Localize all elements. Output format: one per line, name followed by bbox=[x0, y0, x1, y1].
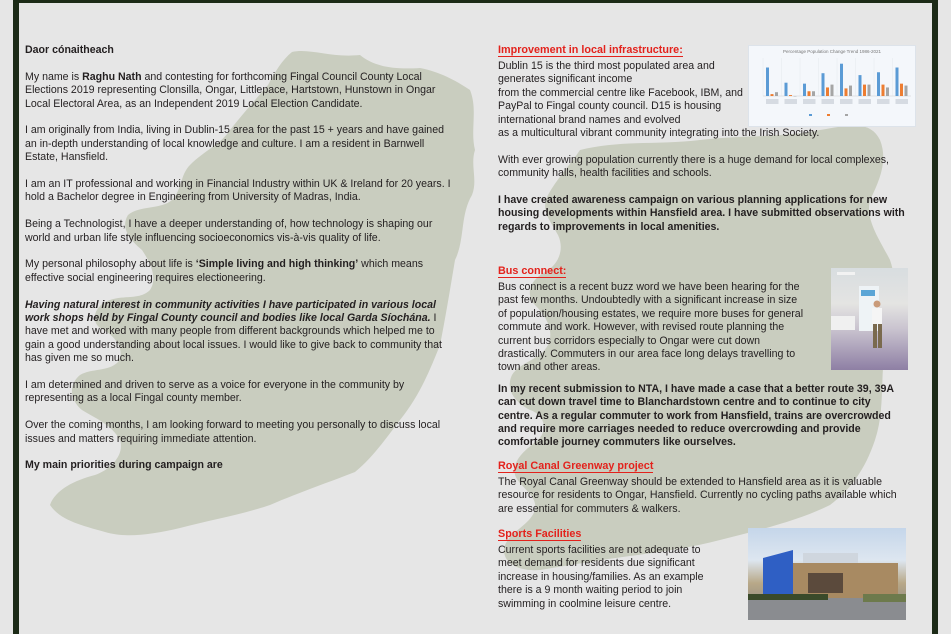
chart-bar bbox=[789, 95, 792, 96]
community-paragraph bbox=[25, 299, 455, 366]
chart-bar bbox=[822, 73, 825, 96]
frame-border-left bbox=[13, 0, 19, 634]
bus-connect-p2: In my recent submission to NTA, I have made a case that a better route 39, 39A can cut down travel time to Blanchardstown centre and to continue to city centre. As a regular commuter to work from Hansfield, trains are overcrowded and require more carriages needed to reduce overcrowding and provide comfortable journey commuters like ourselves. bbox=[498, 382, 894, 449]
sports-p1: Current sports facilities are not adequate to meet demand for residents due significant increase in housing/families. As an example there is a 9 month waiting period to join swimming in coolmine leisure centre. bbox=[498, 544, 704, 610]
intro-paragraph bbox=[25, 71, 455, 111]
chart-bar bbox=[896, 68, 899, 97]
chart-bar bbox=[905, 86, 908, 96]
left-column bbox=[25, 44, 455, 473]
infrastructure-p4: With ever growing population currently there is a huge demand for local complexes, community halls, health facilities and schools. bbox=[498, 153, 889, 180]
philosophy-quote: ‘Simple living and high thinking’ bbox=[195, 258, 359, 271]
chart-legend-swatch bbox=[845, 114, 848, 116]
speaker-figure-icon bbox=[831, 268, 908, 370]
chart-bar bbox=[803, 84, 806, 96]
population-chart bbox=[749, 46, 915, 126]
origin-paragraph: I am originally from India, living in Dublin-15 area for the past 15 + years and have gained an in-depth understanding of local knowledge and culture. I am a resident in Barnwell Estate, Hansfield. bbox=[25, 124, 444, 164]
chart-bar bbox=[849, 86, 852, 96]
chart-bar bbox=[882, 85, 885, 96]
chart-legend-swatch bbox=[827, 114, 830, 116]
candidate-name: Raghu Nath bbox=[82, 70, 142, 83]
philosophy-paragraph bbox=[25, 258, 455, 285]
chart-bar bbox=[868, 85, 871, 96]
bus-connect-p1: Bus connect is a recent buzz word we have been hearing for the past few months. Undoubtedly with a significant increase in size of population/housing estates, we require more buses for general commute and work. However, with revised route planning the current bus corridors especially to Ongar were cut down drastically. Commuters in our area face long delays travelling to town and other areas. bbox=[498, 281, 804, 374]
community-emphasis: Having natural interest in community activities I have participated in various local work shops held by Fingal County council and bodies like local Garda Síochána. bbox=[25, 298, 436, 325]
meeting-paragraph: Over the coming months, I am looking forward to meeting you personally to discuss local issues and matters requiring immediate attention. bbox=[25, 419, 441, 445]
chart-tick-label bbox=[803, 99, 816, 104]
intro-text: My name is bbox=[25, 70, 83, 83]
chart-legend-swatch bbox=[809, 114, 812, 116]
chart-bar bbox=[812, 91, 815, 96]
chart-tick-label bbox=[840, 99, 853, 104]
chart-bar bbox=[859, 75, 862, 96]
chart-bar bbox=[826, 87, 829, 96]
infrastructure-p2: from the commercial centre like Facebook, IBM, and PayPal to Fingal county council. D15 is housing international brand names and evolved bbox=[498, 86, 743, 126]
chart-bar bbox=[863, 85, 866, 96]
priorities-heading: My main priorities during campaign are bbox=[25, 459, 223, 472]
philosophy-text: My personal philosophy about life is bbox=[25, 258, 196, 271]
profession-paragraph: I am an IT professional and working in Financial Industry within UK & Ireland for 20 years. I hold a Bachelor degree in Engineering from University of Madras, India. bbox=[25, 178, 451, 204]
chart-tick-label bbox=[785, 99, 798, 104]
leisure-centre-photo bbox=[748, 528, 906, 620]
philosophy-text-rest: which means effective social engineering requires electioneering. bbox=[25, 258, 424, 284]
chart-bar bbox=[845, 88, 848, 96]
infrastructure-p1: Dublin 15 is the third most populated area and generates significant income bbox=[498, 60, 715, 86]
greenway-p1: The Royal Canal Greenway should be extended to Hansfield area as it is valuable resource for residents to Ongar, Hansfield. Currently no cycling paths available which are essential for commuters & walkers. bbox=[498, 476, 897, 515]
frame-border-top bbox=[13, 0, 938, 3]
chart-tick-label bbox=[859, 99, 872, 104]
chart-bar bbox=[785, 83, 788, 96]
chart-bar bbox=[771, 94, 774, 96]
chart-tick-label bbox=[896, 99, 909, 104]
greenway-heading: Royal Canal Greenway project bbox=[498, 460, 654, 472]
chart-tick-label bbox=[877, 99, 890, 104]
infrastructure-p5: I have created awareness campaign on various planning applications for new housing developments within Hansfield area. I have submitted observations with regards to improvements in local amenities. bbox=[498, 194, 905, 233]
greenway-section bbox=[498, 460, 908, 516]
chart-bar bbox=[840, 64, 843, 96]
chart-bar bbox=[775, 92, 778, 96]
chart-title: Percentage Population Change Trend 1986-2021 bbox=[782, 49, 882, 54]
chart-tick-label bbox=[766, 99, 779, 104]
chart-bar bbox=[886, 87, 889, 96]
bus-connect-heading: Bus connect: bbox=[498, 265, 567, 277]
chart-bar bbox=[831, 85, 834, 96]
candidate-photo bbox=[831, 268, 908, 370]
infrastructure-heading: Improvement in local infrastructure: bbox=[498, 44, 683, 56]
chart-tick-label bbox=[822, 99, 835, 104]
chart-bar bbox=[766, 68, 769, 97]
chart-bar bbox=[900, 84, 903, 96]
chart-bar bbox=[808, 91, 811, 96]
community-text: I have met and worked with many people from different backgrounds which helped me to gain a good understanding about local issues. I would like to give back to community that has given me so much. bbox=[25, 312, 442, 365]
building-icon bbox=[748, 528, 906, 620]
technologist-paragraph: Being a Technologist, I have a deeper understanding of, how technology is shaping our world and urban life style influencing socioeconomics vis-à-vis quality of life. bbox=[25, 218, 433, 244]
sports-heading: Sports Facilities bbox=[498, 528, 582, 540]
chart-bar bbox=[877, 72, 880, 96]
infrastructure-p3: as a multicultural vibrant community integrating into the Irish Society. bbox=[498, 127, 820, 140]
determined-paragraph: I am determined and driven to serve as a voice for everyone in the community by representing as a local Fingal county member. bbox=[25, 379, 405, 405]
population-chart-image bbox=[748, 45, 916, 127]
greeting: Daor cónaitheach bbox=[25, 44, 114, 56]
frame-border-right bbox=[932, 0, 938, 634]
intro-text-rest: and contesting for forthcoming Fingal Council County Local Elections 2019 representing Clonsilla, Ongar, Littlepace, Hartstown, Hunstown in Ongar Local Electoral Area, as an Independent 2019 Local Election Candidate. bbox=[25, 70, 436, 110]
